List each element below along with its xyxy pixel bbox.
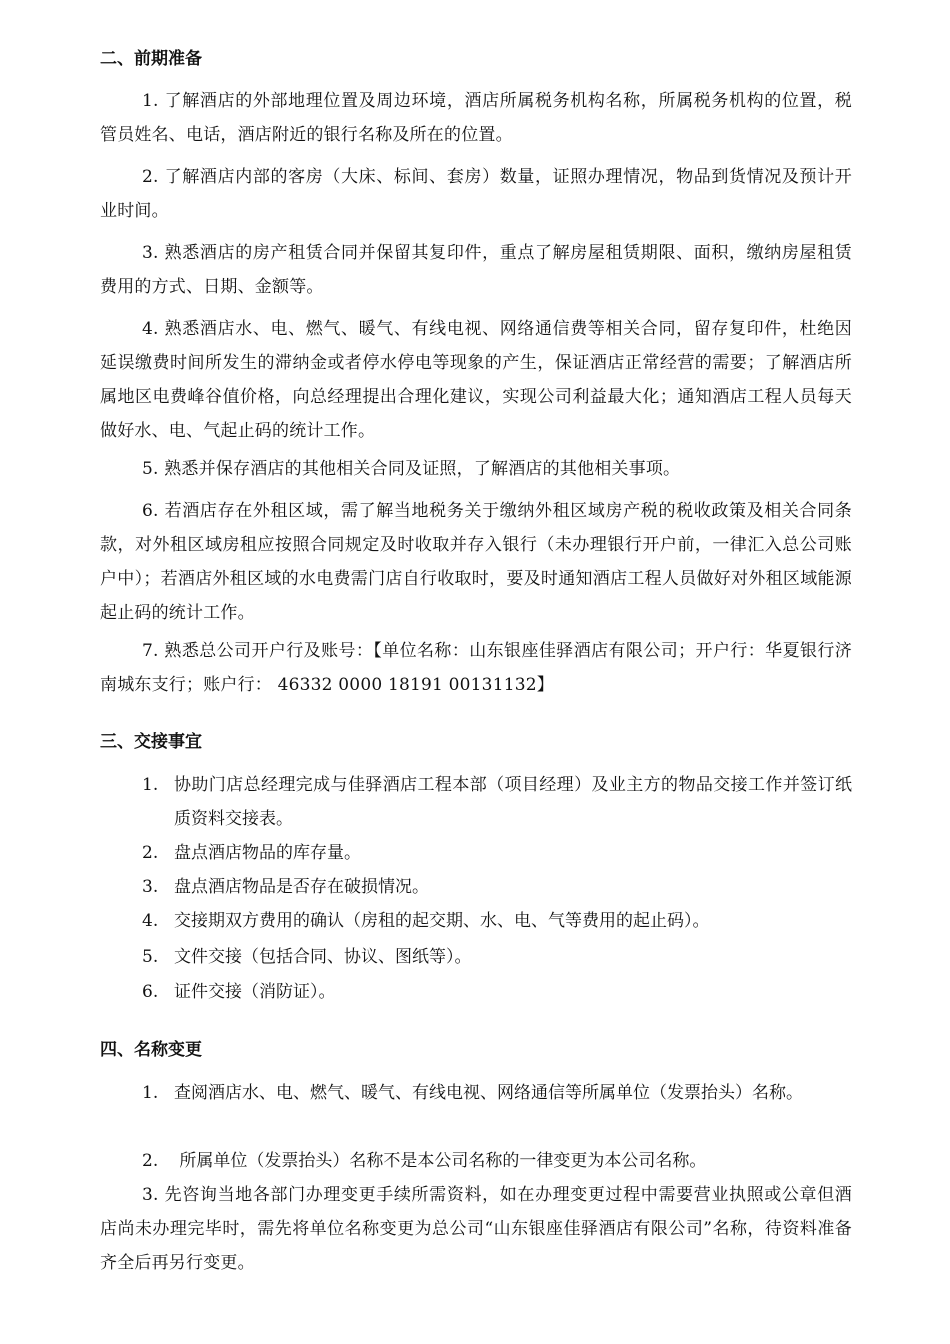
preparation-item-6: 6. 若酒店存在外租区域，需了解当地税务关于缴纳外租区域房产税的税收政策及相关合同条款，对外租区域房租应按照合同规定及时收取并存入银行（未办理银行开户前，一律汇入总公司账户中）；若酒店外租区域的水电费需门店自行收取时，要及时通知酒店工程人员做好对外租区域能源起止码的统计工作。 (100, 501, 852, 623)
preparation-item-3: 3. 熟悉酒店的房产租赁合同并保留其复印件，重点了解房屋租赁期限、面积，缴纳房屋租赁费用的方式、日期、金额等。 (100, 243, 852, 297)
handover-item-6-text: 证件交接（消防证）。 (174, 982, 336, 1002)
section-heading-preparation: 二、前期准备 (100, 49, 202, 69)
name-change-item-2-text: 所属单位（发票抬头）名称不是本公司名称的一律变更为本公司名称。 (174, 1151, 707, 1171)
handover-item-5 (142, 940, 852, 974)
section-heading-name-change: 四、名称变更 (100, 1040, 202, 1060)
handover-item-1-number: 1. (142, 775, 159, 795)
handover-item-4-text: 交接期双方费用的确认（房租的起交期、水、电、气等费用的起止码）。 (174, 911, 710, 931)
section-heading-handover: 三、交接事宜 (100, 732, 202, 752)
name-change-item-1 (142, 1076, 852, 1110)
name-change-item-2 (142, 1144, 852, 1178)
handover-item-3-number: 3. (142, 877, 159, 897)
handover-item-6 (142, 975, 852, 1009)
handover-item-5-number: 5. (142, 947, 159, 967)
name-change-item-1-number: 1. (142, 1083, 159, 1103)
handover-item-3-text: 盘点酒店物品是否存在破损情况。 (174, 877, 429, 897)
handover-item-6-number: 6. (142, 982, 159, 1002)
handover-item-2-number: 2. (142, 843, 159, 863)
preparation-item-1: 1. 了解酒店的外部地理位置及周边环境，酒店所属税务机构名称，所属税务机构的位置，税管员姓名、电话，酒店附近的银行名称及所在的位置。 (100, 91, 852, 145)
handover-item-4-number: 4. (142, 911, 159, 931)
preparation-item-7: 7. 熟悉总公司开户行及账号：【单位名称：山东银座佳驿酒店有限公司；开户行：华夏银行济南城东支行；账户行： 46332 0000 18191 00131132】 (100, 641, 852, 695)
handover-item-4 (142, 904, 852, 938)
handover-item-2-text: 盘点酒店物品的库存量。 (174, 843, 361, 863)
name-change-item-3: 3. 先咨询当地各部门办理变更手续所需资料，如在办理变更过程中需要营业执照或公章但酒店尚未办理完毕时，需先将单位名称变更为总公司“山东银座佳驿酒店有限公司”名称，待资料准备齐全后再另行变更。 (100, 1185, 852, 1273)
preparation-item-4: 4. 熟悉酒店水、电、燃气、暖气、有线电视、网络通信费等相关合同，留存复印件，杜绝因延误缴费时间所发生的滞纳金或者停水停电等现象的产生，保证酒店正常经营的需要；了解酒店所属地区电费峰谷值价格，向总经理提出合理化建议，实现公司利益最大化；通知酒店工程人员每天做好水、电、气起止码的统计工作。 (100, 319, 852, 441)
preparation-item-5: 5. 熟悉并保存酒店的其他相关合同及证照，了解酒店的其他相关事项。 (142, 459, 681, 479)
handover-item-3 (142, 870, 852, 904)
preparation-item-2: 2. 了解酒店内部的客房（大床、标间、套房）数量，证照办理情况，物品到货情况及预计开业时间。 (100, 167, 852, 221)
handover-item-2 (142, 836, 852, 870)
handover-item-5-text: 文件交接（包括合同、协议、图纸等）。 (174, 947, 472, 967)
name-change-item-1-text: 查阅酒店水、电、燃气、暖气、有线电视、网络通信等所属单位（发票抬头）名称。 (174, 1083, 803, 1103)
name-change-item-2-number: 2. (142, 1151, 159, 1171)
handover-item-1-text: 协助门店总经理完成与佳驿酒店工程本部（项目经理）及业主方的物品交接工作并签订纸质资料交接表。 (174, 775, 852, 829)
handover-item-1 (142, 768, 852, 836)
